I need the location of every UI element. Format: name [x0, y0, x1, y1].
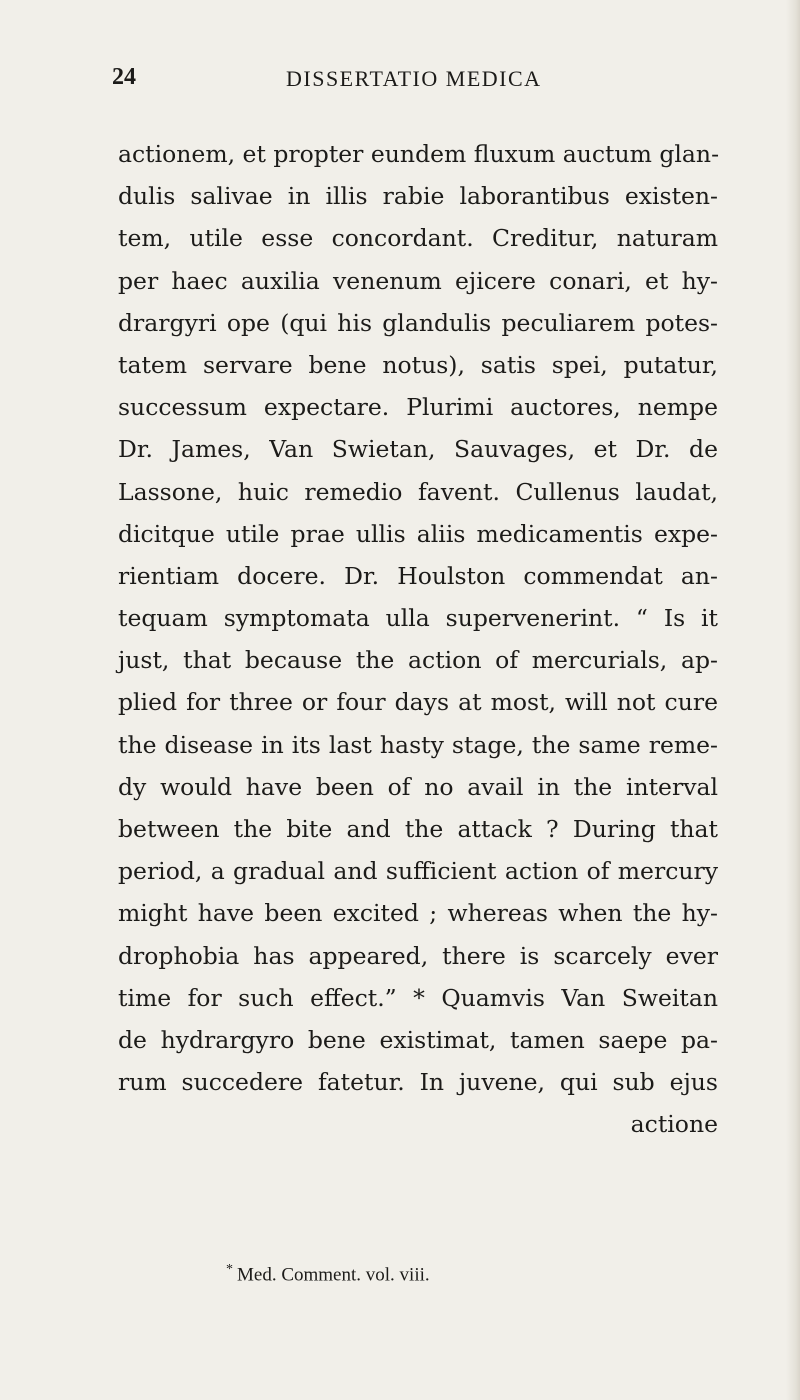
page-number: 24 [112, 64, 136, 90]
text-line: tem, utile esse concordant. Creditur, naturam [118, 224, 718, 253]
text-line: plied for three or four days at most, will not cure [118, 688, 718, 717]
text-line: dicitque utile prae ullis aliis medicamentis expe- [118, 519, 718, 548]
text-line: drargyri ope (qui his glandulis peculiarem potes- [118, 308, 718, 337]
text-line: the disease in its last hasty stage, the same reme- [118, 730, 718, 759]
page-header [112, 64, 702, 104]
footnote [226, 1262, 430, 1286]
text-line: between the bite and the attack ? During that [118, 815, 718, 843]
text-line: de hydrargyro bene existimat, tamen saepe pa- [118, 1025, 718, 1054]
catchword: actione [630, 1110, 718, 1139]
text-line: drophobia has appeared, there is scarcely ever [118, 941, 718, 970]
page-edge-shadow [786, 0, 800, 1400]
text-line: tequam symptomata ulla supervenerint. “ Is it [118, 604, 718, 633]
footnote-text: Med. Comment. vol. viii. [237, 1264, 430, 1286]
footnote-marker: * [226, 1262, 233, 1277]
text-line: Lassone, huic remedio favent. Cullenus laudat, [118, 477, 718, 506]
text-line: might have been excited ; whereas when the hy- [118, 899, 718, 928]
text-line: rum succedere fatetur. In juvene, qui sub ejus [118, 1068, 718, 1097]
text-line: time for such effect.” * Quamvis Van Sweitan [118, 983, 718, 1012]
text-line: period, a gradual and sufficient action of mercury [118, 857, 718, 886]
running-title: DISSERTATIO MEDICA [286, 66, 542, 91]
text-line: successum expectare. Plurimi auctores, nempe [118, 393, 718, 422]
text-line: rientiam docere. Dr. Houlston commendat an- [118, 561, 718, 590]
text-line: actionem, et propter eundem fluxum auctum glan- [118, 140, 720, 168]
text-line: dulis salivae in illis rabie laborantibus existen- [118, 182, 718, 211]
body-text [118, 133, 718, 1146]
text-line: dy would have been of no avail in the interval [118, 772, 718, 801]
text-line: per haec auxilia venenum ejicere conari, et hy- [118, 266, 718, 295]
text-line: tatem servare bene notus), satis spei, putatur, [118, 350, 718, 379]
text-line: just, that because the action of mercurials, ap- [118, 646, 718, 675]
text-line: Dr. James, Van Swietan, Sauvages, et Dr. de [118, 435, 718, 464]
